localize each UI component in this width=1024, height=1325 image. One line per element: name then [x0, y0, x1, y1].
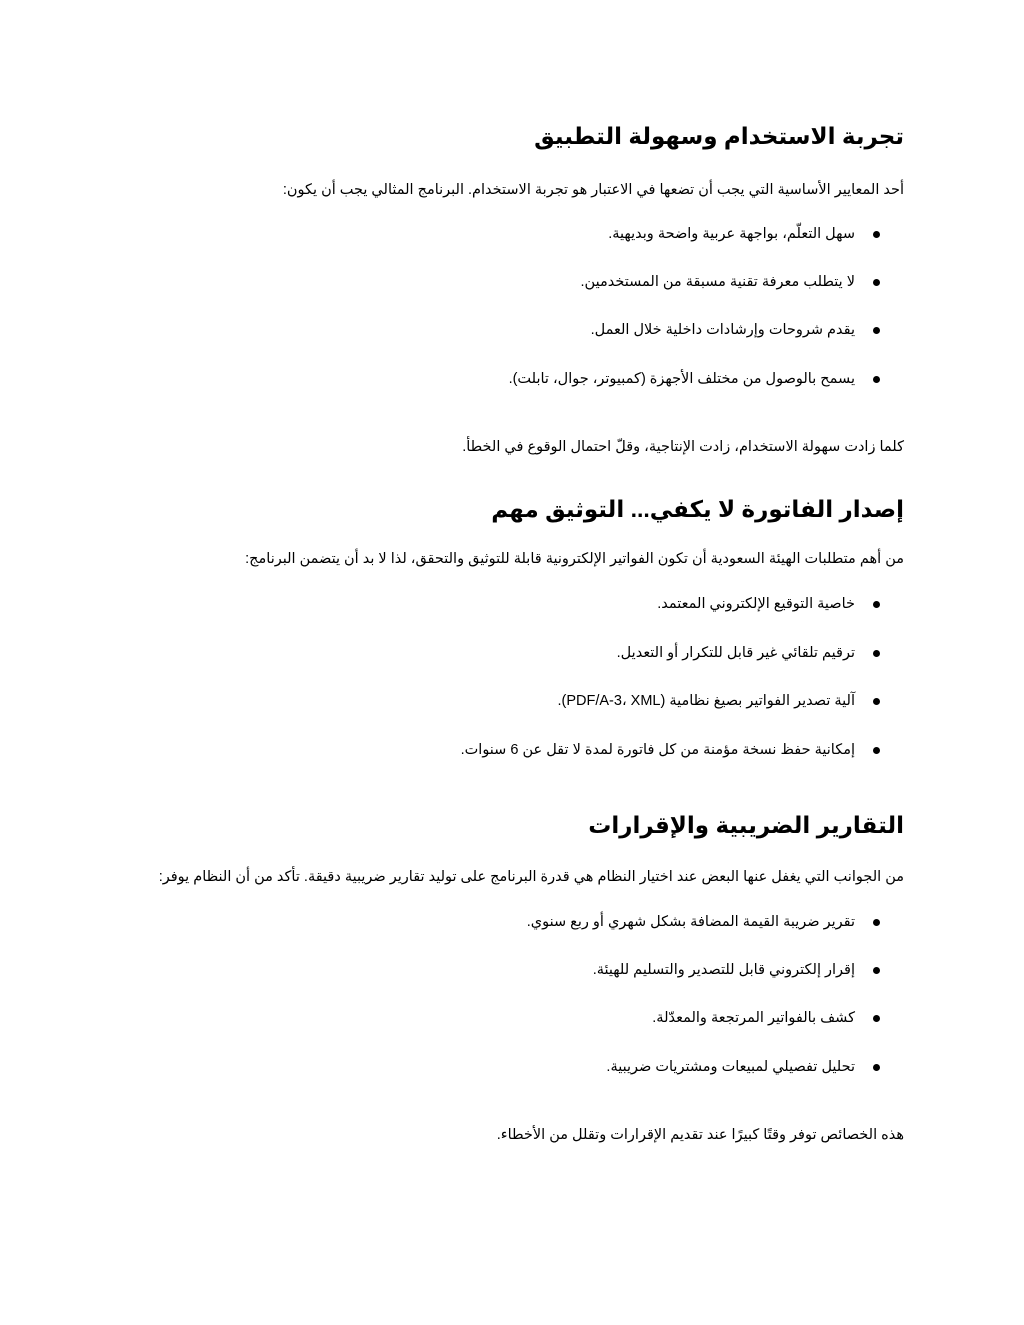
section-1-heading: تجربة الاستخدام وسهولة التطبيق	[534, 123, 904, 149]
list-item	[591, 320, 904, 340]
list-item	[558, 691, 905, 711]
list-item	[617, 643, 904, 663]
list-item	[608, 224, 904, 244]
section-1-outro: كلما زادت سهولة الاستخدام، زادت الإنتاجية، وقلّ احتمال الوقوع في الخطأ.	[462, 439, 904, 455]
bullet-icon	[873, 231, 880, 238]
list-item-text: إقرار إلكتروني قابل للتصدير والتسليم للهيئة.	[592, 962, 855, 978]
list-item-text: ترقيم تلقائي غير قابل للتكرار أو التعديل.	[616, 645, 855, 661]
list-item	[509, 369, 904, 389]
bullet-icon	[873, 967, 880, 974]
section-3-outro: هذه الخصائص توفر وقتًا كبيرًا عند تقديم الإقرارات وتقلل من الأخطاء.	[496, 1127, 904, 1143]
list-item-text: كشف بالفواتير المرتجعة والمعدّلة.	[652, 1010, 855, 1026]
section-2-heading: إصدار الفاتورة لا يكفي... التوثيق مهم	[491, 496, 904, 522]
section-1-intro: أحد المعايير الأساسية التي يجب أن تضعها في الاعتبار هو تجربة الاستخدام. البرنامج المثالي يجب أن يكون:	[282, 182, 904, 198]
list-item	[461, 740, 904, 760]
section-2-intro: من أهم متطلبات الهيئة السعودية أن تكون الفواتير الإلكترونية قابلة للتوثيق والتحقق، لذا لا بد أن يتضمن البرنامج:	[245, 551, 904, 567]
bullet-icon	[873, 376, 880, 383]
document-page	[120, 0, 904, 1325]
bullet-icon	[873, 747, 880, 754]
list-item-text: تحليل تفصيلي لمبيعات ومشتريات ضريبية.	[606, 1059, 855, 1075]
bullet-icon	[873, 1064, 880, 1071]
bullet-icon	[873, 698, 880, 705]
list-item-text: يسمح بالوصول من مختلف الأجهزة (كمبيوتر، جوال، تابلت).	[508, 371, 855, 387]
list-item-text: لا يتطلب معرفة تقنية مسبقة من المستخدمين.	[580, 274, 855, 290]
section-3-intro: من الجوانب التي يغفل عنها البعض عند اختيار النظام هي قدرة البرنامج على توليد تقارير ضريبية دقيقة. تأكد من أن النظام يوفر:	[158, 869, 904, 885]
list-item	[606, 1057, 904, 1077]
bullet-icon	[873, 650, 880, 657]
list-item	[527, 912, 904, 932]
bullet-icon	[873, 1015, 880, 1022]
list-item-text: خاصية التوقيع الإلكتروني المعتمد.	[657, 596, 855, 612]
bullet-icon	[873, 601, 880, 608]
list-item-text: إمكانية حفظ نسخة مؤمنة من كل فاتورة لمدة لا تقل عن 6 سنوات.	[460, 742, 855, 758]
list-item-text: سهل التعلّم، بواجهة عربية واضحة وبديهية.	[608, 226, 855, 242]
section-3-heading: التقارير الضريبية والإقرارات	[588, 812, 904, 838]
list-item	[581, 272, 904, 292]
list-item	[652, 1008, 904, 1028]
list-item-text: تقرير ضريبة القيمة المضافة بشكل شهري أو ربع سنوي.	[526, 914, 855, 930]
bullet-icon	[873, 279, 880, 286]
list-item	[657, 594, 904, 614]
list-item-text: يقدم شروحات وإرشادات داخلية خلال العمل.	[590, 322, 855, 338]
list-item	[593, 960, 904, 980]
bullet-icon	[873, 919, 880, 926]
list-item-text: آلية تصدير الفواتير بصيغ نظامية (PDF/A-3، XML).	[557, 693, 855, 709]
bullet-icon	[873, 327, 880, 334]
